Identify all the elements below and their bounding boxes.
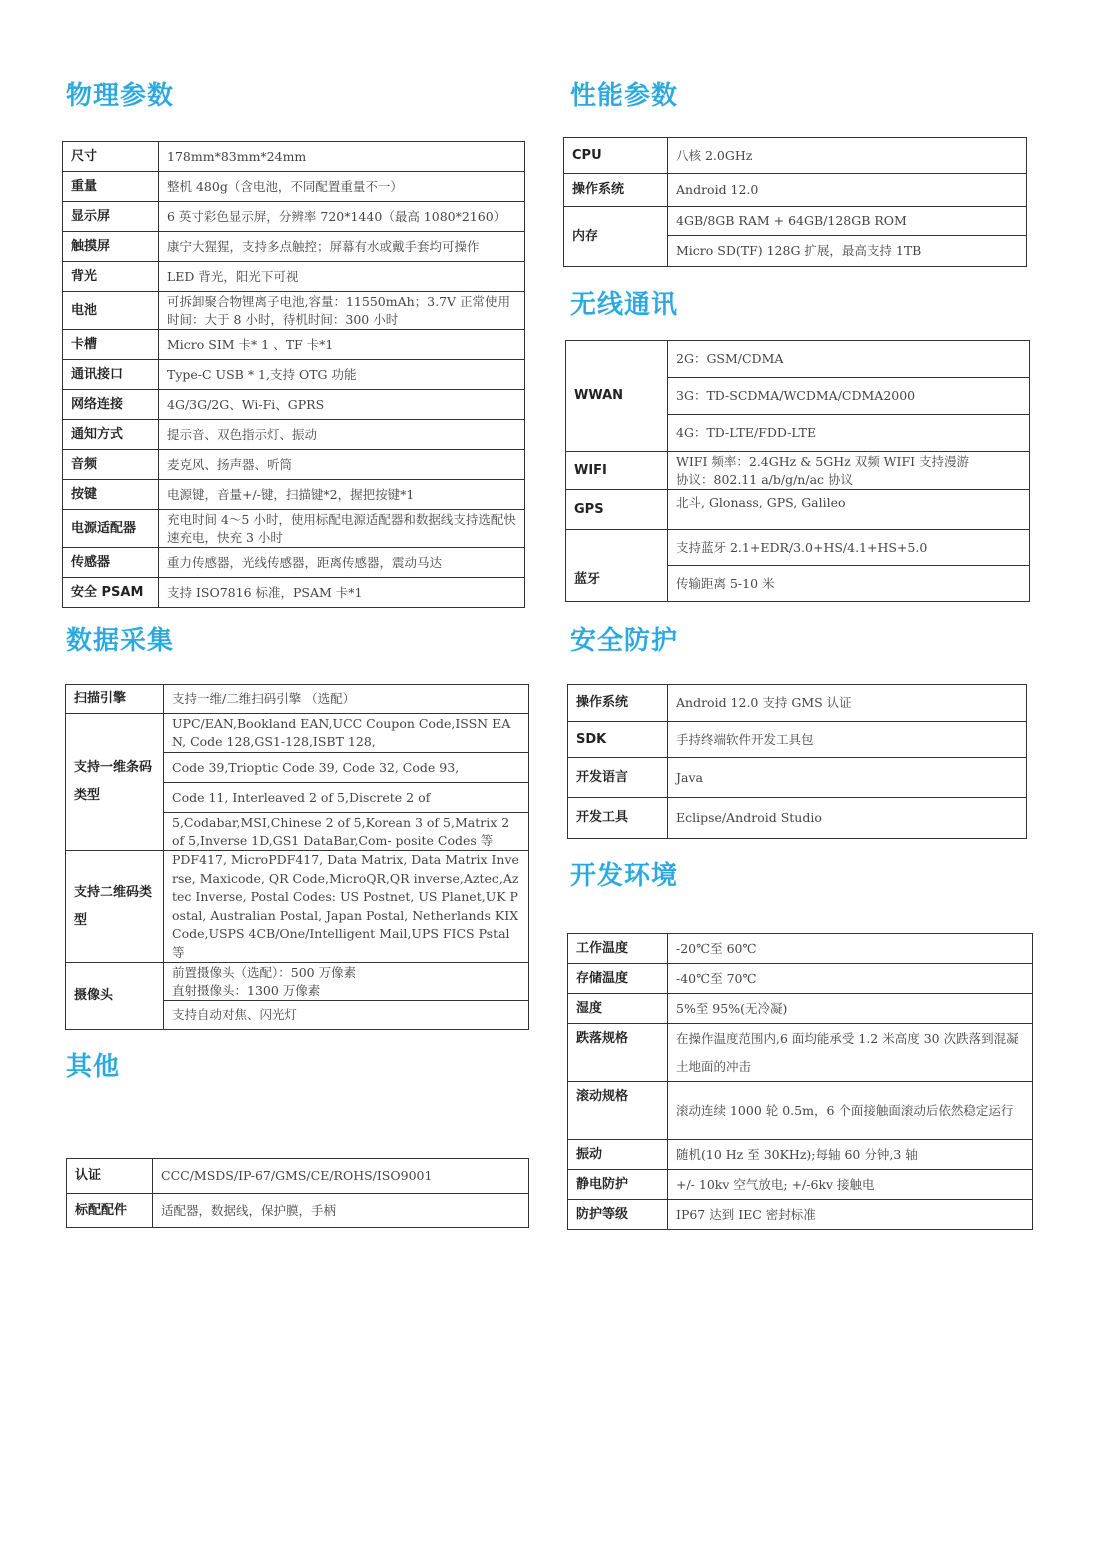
spec-value: Android 12.0	[668, 174, 1027, 207]
spec-key: 显示屏	[63, 202, 159, 232]
spec-value: 北斗, Glonass, GPS, Galileo	[668, 490, 1030, 530]
spec-key: 传感器	[63, 548, 159, 578]
performance-params-heading: 性能参数	[570, 81, 679, 111]
spec-value	[668, 452, 1030, 490]
spec-key: 开发工具	[568, 798, 668, 839]
physical-params-table	[62, 141, 525, 608]
spec-value: PDF417, MicroPDF417, Data Matrix, Data Matrix Inverse, Maxicode, QR Code,MicroQR,QR inverse,Aztec,Aztec Inverse, Postal Codes: US Postnet, US Planet,UK Postal, Australian Postal, Japan Postal, Netherlands KIX Code,USPS 4CB/One/Intelligent Mail,UPS FICS Pstal 等	[164, 851, 529, 963]
spec-key: WIFI	[566, 452, 668, 490]
spec-value: 178mm*83mm*24mm	[159, 142, 525, 172]
spec-value: Micro SIM 卡* 1 、TF 卡*1	[159, 330, 525, 360]
spec-key: 支持一维条码类型	[66, 714, 164, 851]
spec-value: 4G/3G/2G、Wi-Fi、GPRS	[159, 390, 525, 420]
spec-key: 操作系统	[568, 685, 668, 722]
environment-table	[567, 933, 1033, 1230]
spec-value: 支持一维/二维扫码引擎 （选配）	[164, 685, 529, 714]
spec-value: Type-C USB * 1,支持 OTG 功能	[159, 360, 525, 390]
spec-key: GPS	[566, 490, 668, 530]
spec-key: 通知方式	[63, 420, 159, 450]
spec-value: 充电时间 4～5 小时，使用标配电源适配器和数据线支持选配快速充电，快充 3 小时	[159, 510, 525, 548]
spec-value: 支持 ISO7816 标准，PSAM 卡*1	[159, 578, 525, 608]
spec-key: WWAN	[566, 341, 668, 452]
spec-value: 3G：TD-SCDMA/WCDMA/CDMA2000	[668, 378, 1030, 415]
physical-rows	[63, 142, 525, 608]
spec-key: CPU	[564, 138, 668, 174]
spec-key: 音频	[63, 450, 159, 480]
data-capture-table	[65, 684, 529, 1030]
spec-value: 4GB/8GB RAM + 64GB/128GB ROM	[668, 207, 1027, 236]
spec-key: 支持二维码类型	[66, 851, 164, 963]
spec-value: 提示音、双色指示灯、振动	[159, 420, 525, 450]
spec-key: 按键	[63, 480, 159, 510]
spec-value: 4G：TD-LTE/FDD-LTE	[668, 415, 1030, 452]
spec-key: 跌落规格	[568, 1024, 668, 1082]
spec-key: 湿度	[568, 994, 668, 1024]
spec-value: -20℃至 60℃	[668, 934, 1033, 964]
data-capture-heading: 数据采集	[66, 626, 175, 656]
spec-value: Java	[668, 758, 1027, 798]
data-capture-rows	[66, 685, 529, 1030]
spec-key: 防护等级	[568, 1200, 668, 1230]
spec-value: Code 11, Interleaved 2 of 5,Discrete 2 of	[164, 783, 529, 813]
spec-key: 摄像头	[66, 963, 164, 1030]
spec-value: 康宁大猩猩，支持多点触控；屏幕有水或戴手套均可操作	[159, 232, 525, 262]
spec-value: CCC/MSDS/IP-67/GMS/CE/ROHS/ISO9001	[153, 1159, 529, 1194]
spec-key: 滚动规格	[568, 1082, 668, 1140]
spec-key: 静电防护	[568, 1170, 668, 1200]
spec-value: LED 背光，阳光下可视	[159, 262, 525, 292]
performance-rows	[564, 138, 1027, 267]
spec-key: 开发语言	[568, 758, 668, 798]
spec-value: Android 12.0 支持 GMS 认证	[668, 685, 1027, 722]
other-heading: 其他	[66, 1052, 121, 1082]
wifi-protocol: 协议：802.11 a/b/g/n/ac 协议	[676, 471, 853, 487]
spec-value: 2G：GSM/CDMA	[668, 341, 1030, 378]
spec-value: 支持蓝牙 2.1+EDR/3.0+HS/4.1+HS+5.0	[668, 530, 1030, 566]
spec-key: SDK	[568, 722, 668, 758]
spec-key: 安全 PSAM	[63, 578, 159, 608]
security-rows	[568, 685, 1027, 839]
spec-key: 标配配件	[67, 1194, 153, 1228]
spec-value: 传输距离 5-10 米	[668, 566, 1030, 602]
environment-rows	[568, 934, 1033, 1230]
spec-value: -40℃至 70℃	[668, 964, 1033, 994]
rear-camera: 直射摄像头：1300 万像素	[172, 982, 321, 998]
spec-key: 振动	[568, 1140, 668, 1170]
spec-value: 随机(10 Hz 至 30KHz);每轴 60 分钟,3 轴	[668, 1140, 1033, 1170]
spec-value: +/- 10kv 空气放电; +/-6kv 接触电	[668, 1170, 1033, 1200]
spec-key: 操作系统	[564, 174, 668, 207]
spec-value: 5,Codabar,MSI,Chinese 2 of 5,Korean 3 of 5,Matrix 2 of 5,Inverse 1D,GS1 DataBar,Com- posite Codes 等	[164, 813, 529, 851]
spec-key: 存储温度	[568, 964, 668, 994]
spec-key: 电源适配器	[63, 510, 159, 548]
spec-value: 手持终端软件开发工具包	[668, 722, 1027, 758]
wireless-rows	[566, 341, 1030, 602]
spec-value: 电源键，音量+/-键，扫描键*2，握把按键*1	[159, 480, 525, 510]
environment-heading: 开发环境	[570, 861, 679, 891]
spec-value: 滚动连续 1000 轮 0.5m，6 个面接触面滚动后依然稳定运行	[668, 1082, 1033, 1140]
spec-key: 卡槽	[63, 330, 159, 360]
wireless-table	[565, 340, 1030, 602]
spec-key: 通讯接口	[63, 360, 159, 390]
spec-value: UPC/EAN,Bookland EAN,UCC Coupon Code,ISSN EAN, Code 128,GS1-128,ISBT 128,	[164, 714, 529, 753]
spec-value: 整机 480g（含电池，不同配置重量不一）	[159, 172, 525, 202]
spec-value: 5%至 95%(无冷凝)	[668, 994, 1033, 1024]
spec-key: 尺寸	[63, 142, 159, 172]
spec-value: 八核 2.0GHz	[668, 138, 1027, 174]
spec-value: 可拆卸聚合物锂离子电池,容量：11550mAh；3.7V 正常使用时间：大于 8 小时，待机时间：300 小时	[159, 292, 525, 330]
security-heading: 安全防护	[570, 626, 679, 656]
spec-value	[164, 963, 529, 1001]
spec-value: 麦克风、扬声器、听筒	[159, 450, 525, 480]
physical-params-heading: 物理参数	[66, 81, 175, 111]
other-rows	[67, 1159, 529, 1228]
wireless-heading: 无线通讯	[570, 290, 679, 320]
wifi-frequency: WIFI 频率：2.4GHz & 5GHz 双频 WIFI 支持漫游	[676, 453, 970, 469]
spec-value: Micro SD(TF) 128G 扩展，最高支持 1TB	[668, 236, 1027, 267]
spec-key: 工作温度	[568, 934, 668, 964]
spec-value: 支持自动对焦、闪光灯	[164, 1001, 529, 1030]
spec-value: IP67 达到 IEC 密封标准	[668, 1200, 1033, 1230]
spec-key: 重量	[63, 172, 159, 202]
spec-key: 网络连接	[63, 390, 159, 420]
performance-params-table	[563, 137, 1027, 267]
spec-value: 重力传感器，光线传感器，距离传感器，震动马达	[159, 548, 525, 578]
spec-value: Eclipse/Android Studio	[668, 798, 1027, 839]
spec-key: 认证	[67, 1159, 153, 1194]
spec-key: 内存	[564, 207, 668, 267]
spec-value: 6 英寸彩色显示屏，分辨率 720*1440（最高 1080*2160）	[159, 202, 525, 232]
front-camera: 前置摄像头（选配）：500 万像素	[172, 964, 357, 980]
spec-value: Code 39,Trioptic Code 39, Code 32, Code 93,	[164, 753, 529, 783]
spec-value: 适配器，数据线，保护膜，手柄	[153, 1194, 529, 1228]
spec-key: 扫描引擎	[66, 685, 164, 714]
spec-value: 在操作温度范围内,6 面均能承受 1.2 米高度 30 次跌落到混凝土地面的冲击	[668, 1024, 1033, 1082]
spec-key: 电池	[63, 292, 159, 330]
spec-key: 触摸屏	[63, 232, 159, 262]
other-table	[66, 1158, 529, 1228]
spec-key: 蓝牙	[566, 530, 668, 602]
spec-key: 背光	[63, 262, 159, 292]
security-table	[567, 684, 1027, 839]
